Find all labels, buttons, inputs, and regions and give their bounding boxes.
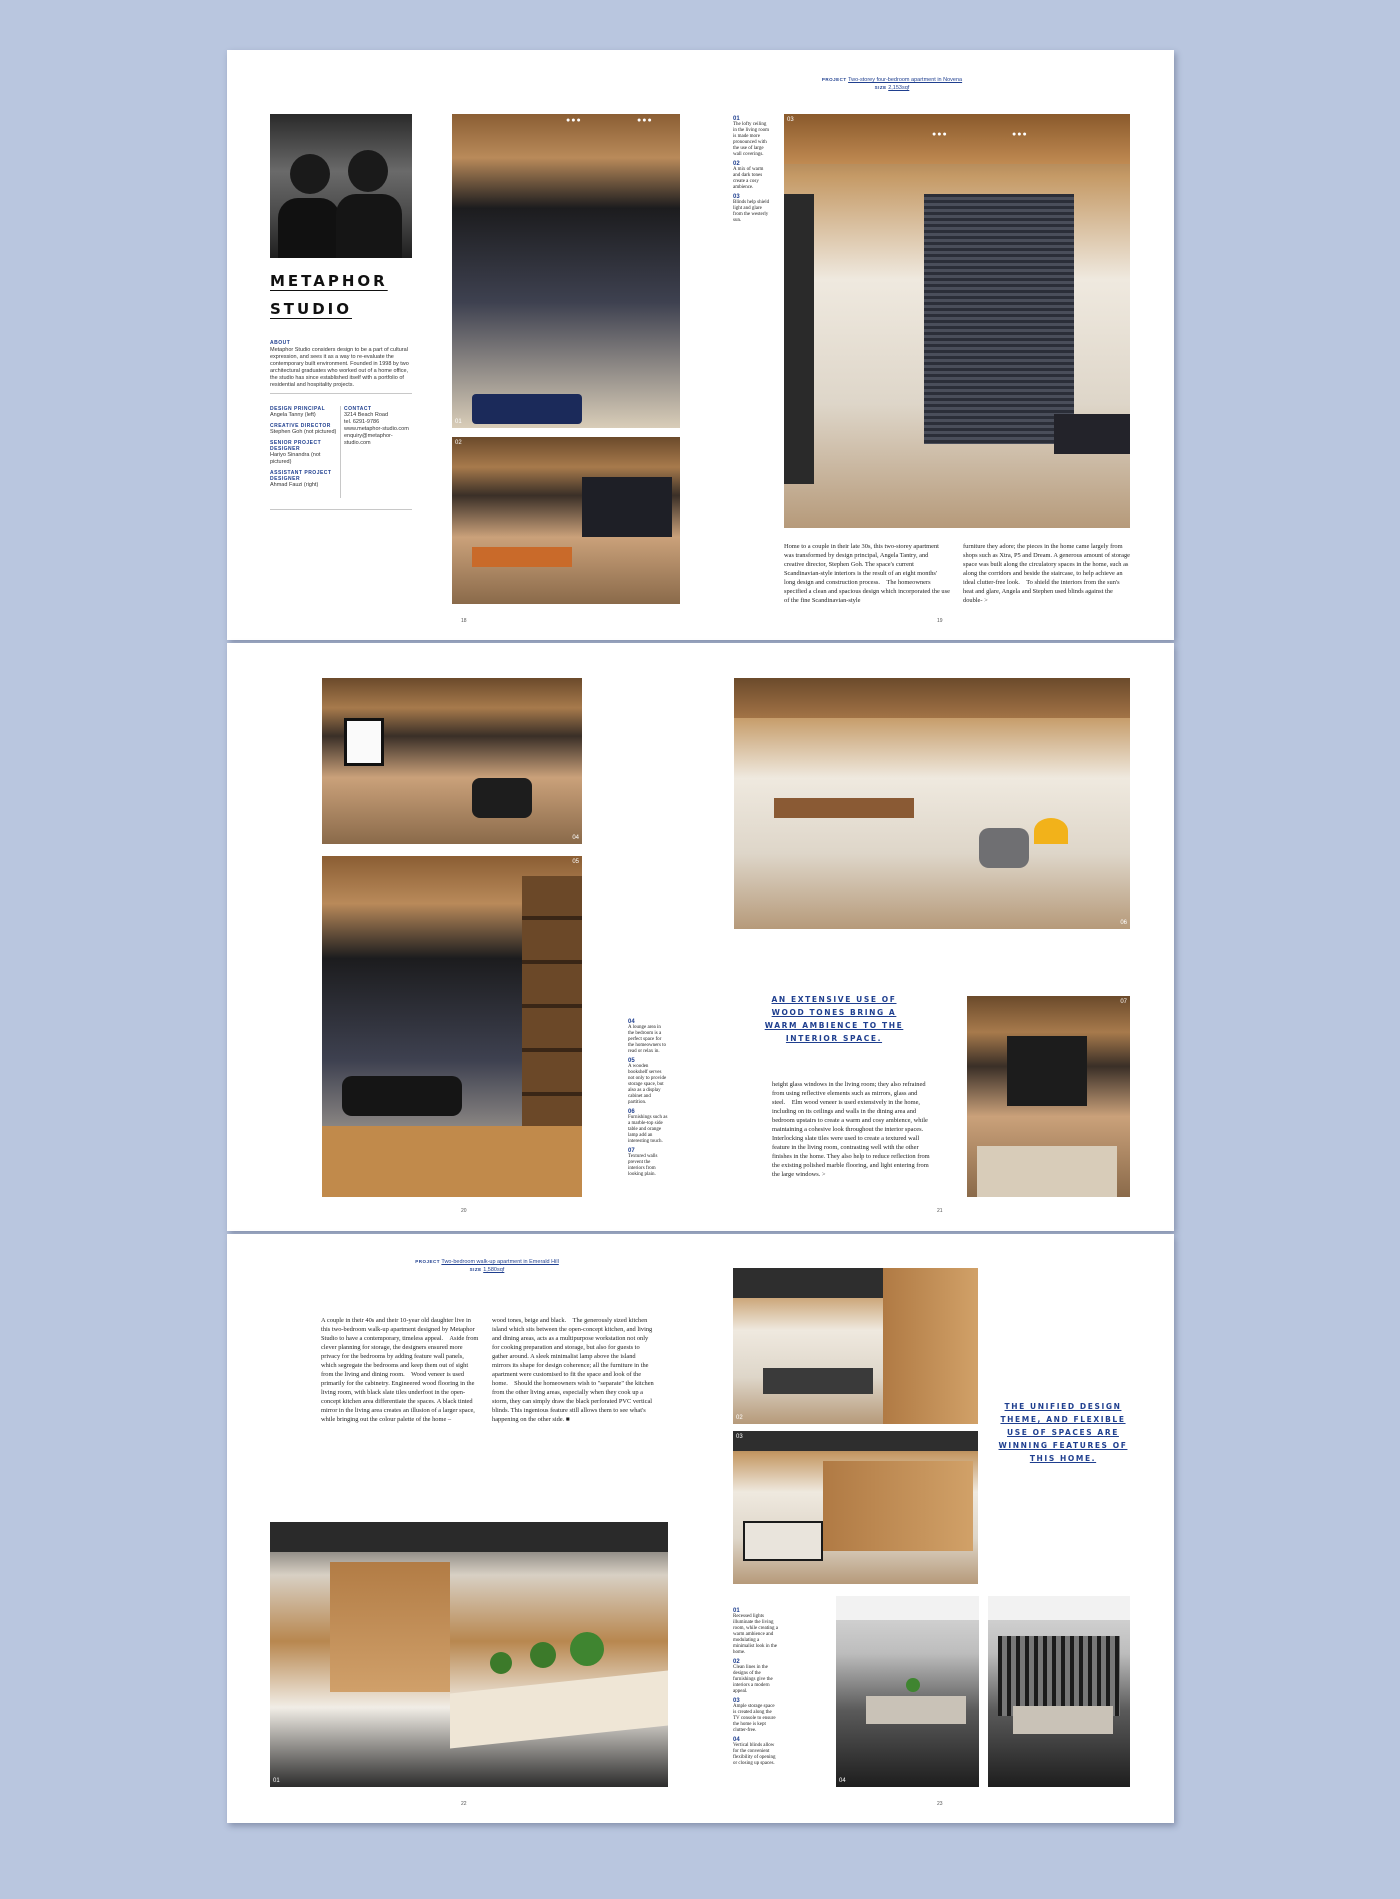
interior-photo-06: [734, 678, 1130, 929]
photo-number: 01: [455, 419, 462, 425]
photo-number: 03: [736, 1434, 743, 1440]
caption-number: 04: [733, 1737, 740, 1743]
about-label: ABOUT: [270, 340, 291, 346]
credit-role: SENIOR PROJECT DESIGNER: [270, 440, 322, 452]
page-number: 20: [461, 1208, 467, 1214]
photo-captions: [733, 116, 771, 224]
photo-number: 04: [572, 835, 579, 841]
project-info: [387, 1258, 587, 1274]
page-number: 21: [937, 1208, 943, 1214]
size-value: 1,580sqf: [483, 1267, 505, 1273]
divider: [340, 406, 341, 498]
about-text: Metaphor Studio considers design to be a part of cultural expression, and sees it as a way to re-evaluate the contemporary built environment. Founded in 1998 by two architectural graduates who worked out of a home office, the studio has since established itself with a portfolio of residential and hospitality projects.: [270, 347, 409, 388]
photo-captions: [628, 1019, 668, 1178]
page-number: 22: [461, 1801, 467, 1807]
caption-text: Textured walls prevent the interiors from looking plain.: [628, 1154, 658, 1177]
size-label: SIZE: [874, 85, 887, 90]
interior-photo-01: [270, 1522, 668, 1787]
credit-name: Stephen Goh (not pictured): [270, 429, 337, 435]
caption-text: Vertical blinds allow for the convenient flexibility of opening or closing up spaces.: [733, 1743, 776, 1766]
photo-number: 07: [1120, 999, 1127, 1005]
interior-photo-04: [322, 678, 582, 844]
photo-number: 05: [572, 859, 579, 865]
project-label: PROJECT: [415, 1259, 440, 1264]
caption-text: Recessed lights illuminate the living room, while creating a warm ambience and modulating a minimalist look in the home.: [733, 1614, 778, 1655]
caption-number: 03: [733, 1698, 740, 1704]
credit-name: Ahmad Fauzi (right): [270, 482, 319, 488]
interior-photo-04a: [836, 1596, 979, 1787]
project-name: Two-storey four-bedroom apartment in Novena: [848, 77, 963, 83]
body-column-1: A couple in their 40s and their 10-year old daughter live in this two-bedroom walk-up apartment designed by Metaphor Studio to have a contemporary, timeless appeal. Aside from clever planning for storage, the designers ensured more privacy for the bedrooms by adding feature wall panels, which segregate the bedrooms and keep them out of sight from the living and dining room. Wood veneer is used primarily for the cabinetry. Engineered wood flooring in the living room, with black slate tiles underfoot in the open-concept kitchen area differentiate the spaces. A black tinted mirror in the living area creates an illusion of a larger space, while bringing out the colour palette of the home –: [321, 1317, 479, 1423]
divider: [270, 509, 412, 510]
divider: [270, 393, 412, 394]
interior-photo-07: [967, 996, 1130, 1197]
credit-role: ASSISTANT PROJECT DESIGNER: [270, 470, 332, 482]
interior-photo-02: [733, 1268, 978, 1424]
studio-name-line2: STUDIO: [270, 300, 352, 318]
studio-name-line1: METAPHOR: [270, 272, 388, 290]
size-value: 2,153sqf: [888, 85, 910, 91]
contact-block: [344, 406, 414, 447]
size-label: SIZE: [469, 1267, 482, 1272]
caption-text: The lofty ceiling in the living room is made more pronounced with the use of large wall coverings.: [733, 122, 769, 157]
spread-2: [227, 643, 1174, 1231]
caption-number: 01: [733, 1608, 740, 1614]
project-name: Two-bedroom walk-up apartment in Emerald Hill: [441, 1259, 559, 1265]
interior-photo-03: [733, 1431, 978, 1584]
pull-quote: AN EXTENSIVE USE OF WOOD TONES BRING A WARM AMBIENCE TO THE INTERIOR SPACE.: [764, 995, 904, 1043]
caption-number: 02: [733, 161, 740, 167]
page-number: 23: [937, 1801, 943, 1807]
caption-number: 04: [628, 1019, 635, 1025]
studio-portrait-photo: [270, 114, 412, 258]
credit-name: Hariyo Sinandra (not pictured): [270, 452, 321, 465]
contact-line: 3214 Beach Road: [344, 412, 389, 418]
photo-number: 01: [273, 1778, 280, 1784]
interior-photo-02: [452, 437, 680, 604]
caption-number: 02: [733, 1659, 740, 1665]
contact-line: enquiry@metaphor-studio.com: [344, 433, 393, 446]
credit-role: DESIGN PRINCIPAL: [270, 406, 326, 412]
body-text: height glass windows in the living room; they also refrained from using reflective elements such as mirrors, glass and steel. Elm wood veneer is used extensively in the home, including on its ceilings and walls in the dining area and bedroom upstairs to create a warm and cosy ambience, while maintaining a cohesive look throughout the interior spaces. Interlocking slate tiles were used to create a textured wall feature in the living room, contrasting well with the other finishes in the home. They also help to reduce reflection from the existing polished marble flooring, and light entering from the large windows. >: [772, 1081, 930, 1178]
photo-number: 06: [1120, 920, 1127, 926]
contact-line: www.metaphor-studio.com: [344, 426, 409, 432]
photo-number: 04: [839, 1778, 846, 1784]
caption-number: 01: [733, 116, 740, 122]
caption-number: 05: [628, 1058, 635, 1064]
caption-number: 07: [628, 1148, 635, 1154]
page-number: 19: [937, 618, 943, 624]
credit-name: Angela Tanny (left): [270, 412, 316, 418]
caption-text: Clean lines in the designs of the furnishings give the interiors a modern appeal.: [733, 1665, 773, 1694]
interior-photo-04b: [988, 1596, 1130, 1787]
contact-line: tel. 6291-9786: [344, 419, 380, 425]
contact-label: CONTACT: [344, 406, 372, 412]
caption-text: A wooden bookshelf serves not only to provide storage space, but also as a display cabinet and partition.: [628, 1064, 667, 1105]
project-info: [792, 76, 992, 92]
caption-number: 06: [628, 1109, 635, 1115]
photo-number: 02: [455, 440, 462, 446]
body-column-2: furniture they adore; the pieces in the home came largely from shops such as Xtra, P5 and Dream. A generous amount of storage space was built along the circulatory spaces in the home, such as along the corridors and beside the staircase, to help achieve an ideal clutter-free look. To shield the interiors from the sun's heat and glare, Angela and Stephen used blinds against the double- >: [963, 543, 1131, 604]
credit-role: CREATIVE DIRECTOR: [270, 423, 331, 429]
photo-number: 03: [787, 117, 794, 123]
caption-number: 03: [733, 194, 740, 200]
caption-text: Ample storage space is created along the TV console to ensure the home is kept clutter-free.: [733, 1704, 776, 1733]
pull-quote: THE UNIFIED DESIGN THEME, AND FLEXIBLE USE OF SPACES ARE WINNING FEATURES OF THIS HOME.: [998, 1402, 1128, 1463]
page-number: 18: [461, 618, 467, 624]
caption-text: A lounge area in the bedroom is a perfect space for the homeowners to read or relax in.: [628, 1025, 667, 1054]
caption-text: Blinds help shield light and glare from the westerly sun.: [733, 200, 770, 223]
caption-text: Furnishings such as a marble-top side table and orange lamp add an interesting touch.: [628, 1115, 668, 1144]
interior-photo-05: [322, 856, 582, 1197]
credits-list: [270, 406, 338, 489]
project-label: PROJECT: [821, 77, 847, 82]
body-column-1: Home to a couple in their late 30s, this two-storey apartment was transformed by design principal, Angela Tantry, and creative director, Stephen Goh. The space's current Scandinavian-style interiors is the result of an eight months' long design and construction process. The homeowners specified a clean and spacious design which incorporated the use of the fine Scandinavian-style: [784, 543, 950, 604]
spread-1: [227, 50, 1174, 640]
interior-photo-03: ●●● ●●● 03: [784, 114, 1130, 528]
interior-photo-01: ●●● ●●● 01: [452, 114, 680, 428]
body-column-2: wood tones, beige and black. The generously sized kitchen island which sits between the open-concept kitchen, and living and dining areas, acts as a multipurpose workstation not only for cooking preparation and storage, but also for guests to gather around. A sleek minimalist lamp above the island mirrors its shape for design coherence; all the furniture in the apartment were customised to fit the space and look of the home. Should the homeowners wish to "separate" the kitchen from the other living areas, especially when they cook up a storm, they can simply draw the black perforated PVC vertical blinds. This ingenious feature still allows them to see what's happening on the other side. ■: [492, 1317, 654, 1423]
photo-number: 02: [736, 1415, 743, 1421]
photo-captions: [733, 1608, 779, 1767]
spread-3: [227, 1234, 1174, 1823]
caption-text: A mix of warm and dark tones create a cosy ambience.: [733, 167, 764, 190]
